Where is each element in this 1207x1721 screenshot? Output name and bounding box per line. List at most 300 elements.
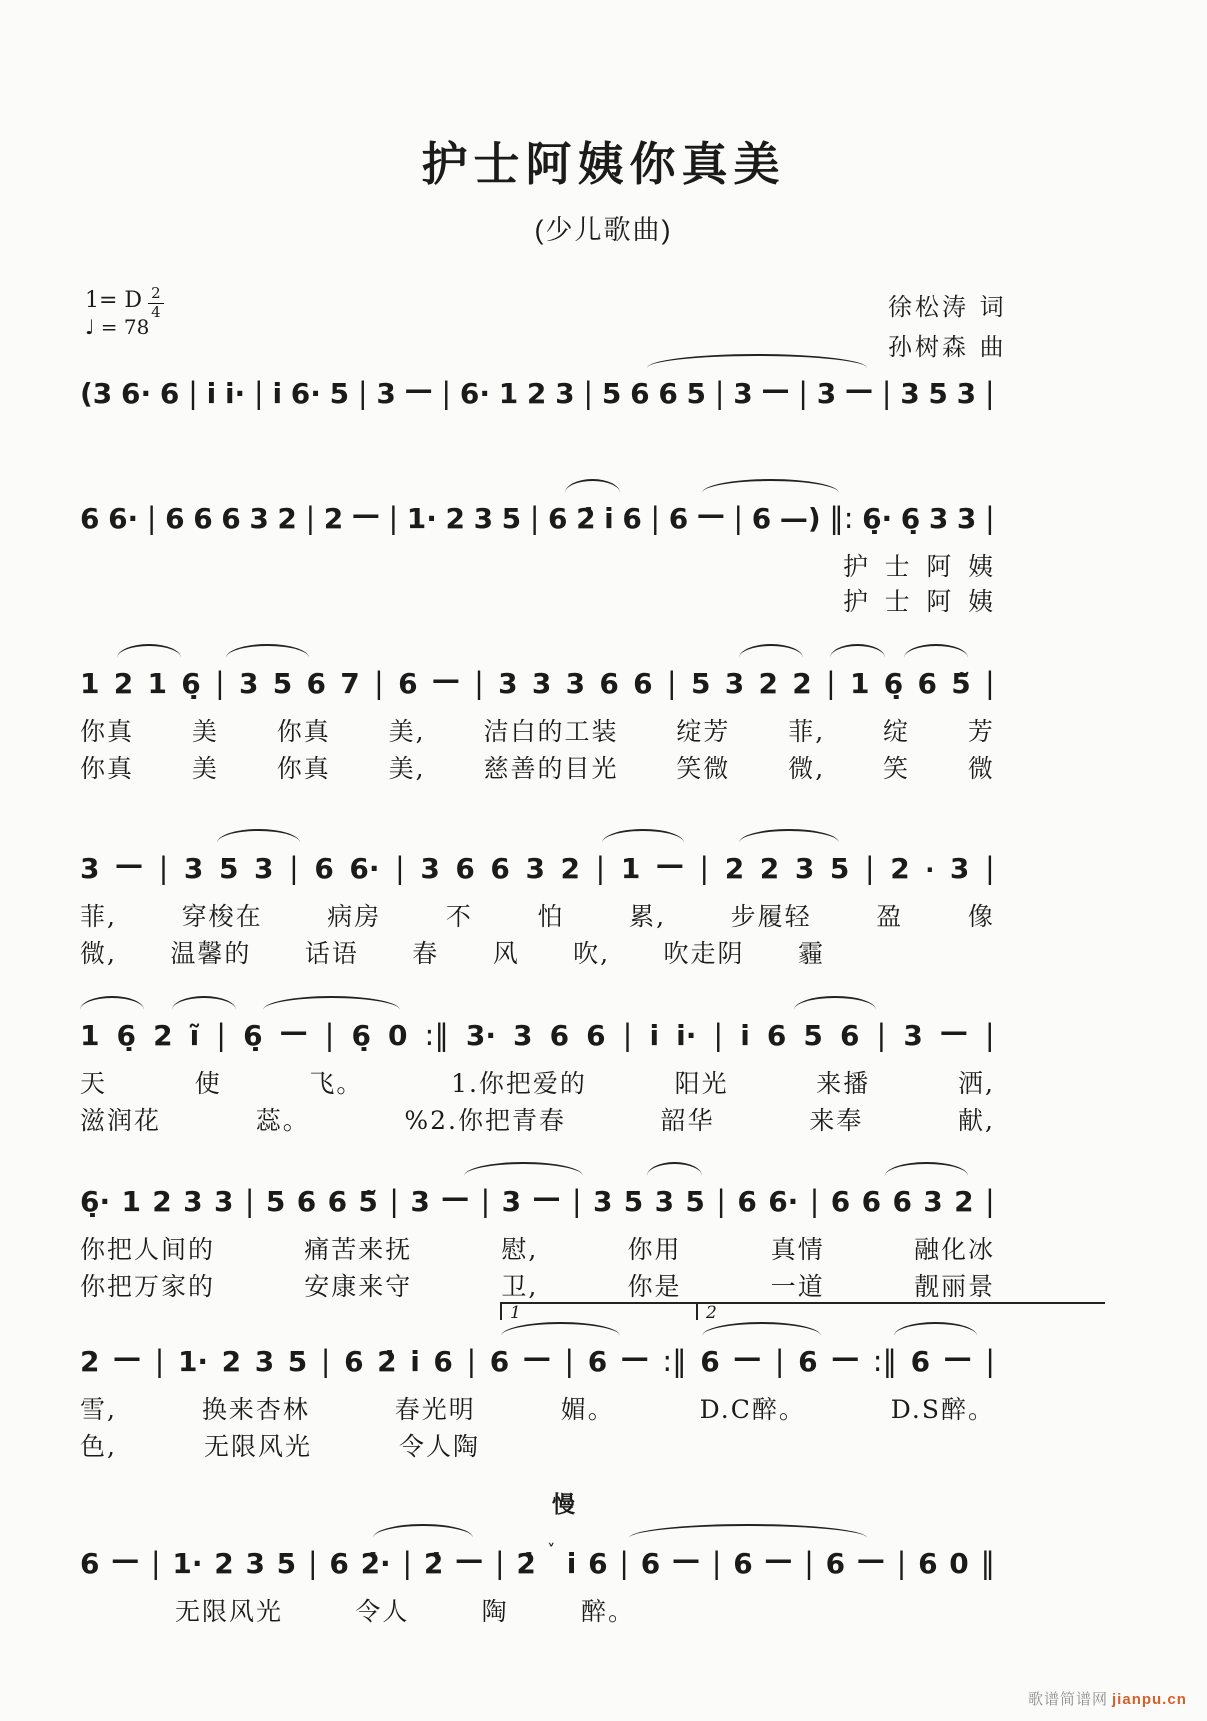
- lyrics-block: [80, 1230, 995, 1304]
- barline: |: [324, 1017, 335, 1052]
- notation-line: [80, 845, 995, 885]
- lyrics-block: [80, 712, 995, 786]
- lyric-syllable: 美,: [388, 717, 426, 746]
- barline: |: [305, 500, 316, 535]
- note: 6: [327, 1184, 348, 1218]
- note: 3: [245, 1546, 265, 1580]
- lyric-syllable: 使: [194, 1069, 222, 1098]
- dash-note: —: [761, 372, 790, 406]
- lyric-syllable: 笑微: [676, 754, 731, 783]
- slur-arc: [602, 829, 684, 843]
- note: 3: [816, 376, 837, 410]
- dash-note: —: [455, 1542, 484, 1576]
- note: 6: [306, 666, 327, 700]
- barline: |: [595, 850, 606, 885]
- note: 3: [80, 851, 100, 885]
- note: 2: [560, 851, 580, 885]
- note: 6: [455, 851, 475, 885]
- note: 6: [433, 1344, 453, 1378]
- dash-note: —: [279, 1014, 308, 1048]
- dash-note: —: [939, 1014, 968, 1048]
- note: 1·: [406, 501, 437, 535]
- lyric-line: [80, 1390, 995, 1427]
- note: 3: [928, 501, 949, 535]
- barline: |: [713, 1017, 724, 1052]
- barline: ‖:: [829, 500, 854, 535]
- lyric-syllable: 风: [492, 939, 520, 968]
- note: 6̣: [181, 666, 201, 700]
- barline: |: [666, 665, 677, 700]
- note: 5: [218, 851, 239, 885]
- slur-arc: [830, 644, 885, 658]
- note: 6: [80, 501, 100, 535]
- note: 6: [640, 1546, 661, 1580]
- lyric-line: [843, 582, 995, 617]
- lyricist: 徐松涛 词: [888, 293, 1007, 321]
- lyric-syllable: 痛苦来抚: [304, 1235, 413, 1264]
- lyric-syllable: 来奉: [809, 1106, 864, 1135]
- lyric-syllable: 无限风光: [203, 1432, 312, 1461]
- lyric-syllable: 你真: [276, 717, 331, 746]
- lyric-syllable: 怕: [537, 902, 565, 931]
- lyric-line: [175, 1592, 635, 1629]
- note: i: [566, 1546, 577, 1580]
- slur-arc: [702, 1322, 821, 1336]
- note: 6·: [290, 376, 321, 410]
- lyric-syllable: 来播: [816, 1069, 871, 1098]
- dash-note: —: [113, 1340, 142, 1374]
- lyric-line: [843, 547, 995, 582]
- lyric-syllable: 色,: [80, 1432, 117, 1461]
- slur-arc: [464, 1162, 583, 1176]
- barline: |: [881, 375, 892, 410]
- lyric-syllable: 天: [80, 1069, 108, 1098]
- note: 1: [498, 376, 519, 410]
- lyric-line: [80, 1267, 995, 1304]
- barline: :‖: [424, 1017, 449, 1052]
- time-signature: [148, 286, 164, 321]
- slur-arc: [80, 996, 144, 1010]
- slur-arc: [217, 829, 299, 843]
- note: i: [649, 1018, 660, 1052]
- note: 3: [903, 1018, 923, 1052]
- lyric-syllable: 温馨的: [170, 939, 252, 968]
- slur-arc: [501, 1322, 620, 1336]
- note: i: [410, 1344, 420, 1378]
- note: 2: [758, 666, 778, 700]
- note: 6: [193, 501, 213, 535]
- note: 0: [949, 1546, 969, 1580]
- slur-arc: [739, 829, 840, 843]
- barline: |: [158, 850, 169, 885]
- lyric-syllable: %2.你把青春: [404, 1106, 566, 1135]
- note: i: [272, 376, 283, 410]
- note: 1·: [172, 1546, 203, 1580]
- barline: ‖: [980, 1545, 995, 1580]
- notation-line: [80, 1338, 995, 1378]
- note: 5: [690, 666, 711, 700]
- note: 3: [531, 666, 552, 700]
- slur-arc: [894, 1322, 976, 1336]
- barline: :‖: [872, 1343, 898, 1378]
- note: 5: [685, 1184, 705, 1218]
- note: i·: [676, 1018, 697, 1052]
- lyric-line: [80, 1101, 995, 1138]
- lyric-syllable: 真情: [770, 1235, 825, 1264]
- barline: |: [985, 665, 995, 700]
- note: 6·: [121, 376, 152, 410]
- barline: |: [716, 1183, 727, 1218]
- note: 2: [221, 1344, 242, 1378]
- lyric-syllable: 阿: [926, 552, 954, 581]
- lyric-syllable: 吹,: [573, 939, 611, 968]
- barline: |: [896, 1545, 907, 1580]
- note: 6: [159, 376, 180, 410]
- note: 2: [890, 851, 910, 885]
- note: 2̇·: [360, 1546, 391, 1580]
- slur-arc: [565, 479, 620, 493]
- slur-arc: [702, 479, 839, 493]
- note: 3: [525, 851, 545, 885]
- note: 3: [410, 1184, 430, 1218]
- lyric-syllable: 慰,: [501, 1235, 539, 1264]
- barline: |: [154, 1343, 165, 1378]
- note: 1: [80, 1018, 100, 1052]
- note: 3: [254, 1344, 275, 1378]
- note: 2: [792, 666, 812, 700]
- barline: |: [289, 850, 299, 885]
- lyric-syllable: 美,: [388, 754, 426, 783]
- barline: |: [374, 665, 384, 700]
- barline: |: [984, 1183, 995, 1218]
- lyric-syllable: 春光明: [394, 1395, 476, 1424]
- note: 3: [794, 851, 815, 885]
- lyric-syllable: 吹走阴: [663, 939, 745, 968]
- note: 6: [549, 1018, 570, 1052]
- note: 3: [956, 376, 977, 410]
- notation-line: [80, 660, 995, 700]
- dash-note: —: [844, 372, 873, 406]
- barline: |: [809, 1183, 820, 1218]
- lyrics-block: [80, 547, 995, 617]
- lyric-syllable: 无限风光: [175, 1597, 284, 1626]
- watermark-url: jianpu.cn: [1112, 1691, 1187, 1708]
- barline: |: [494, 1545, 505, 1580]
- note: 6: [633, 666, 653, 700]
- note: 3: [949, 851, 970, 885]
- note: 5: [803, 1018, 823, 1052]
- lyrics-block: [80, 1592, 995, 1629]
- note: 3: [733, 376, 753, 410]
- note: 6: [751, 501, 772, 535]
- lyric-syllable: 你把人间的: [80, 1235, 216, 1264]
- volta-label: 1: [510, 1303, 521, 1323]
- barline: |: [389, 1183, 399, 1218]
- lyric-syllable: 霾: [797, 939, 825, 968]
- barline: |: [798, 375, 808, 410]
- music-system-1: [80, 370, 995, 422]
- note: 2: [113, 666, 134, 700]
- barline: |: [307, 1545, 318, 1580]
- note: 5: [287, 1344, 308, 1378]
- barline: |: [711, 1545, 722, 1580]
- barline: |: [188, 375, 198, 410]
- barline: |: [564, 1343, 575, 1378]
- dash-note: —: [431, 662, 460, 696]
- barline: |: [864, 850, 875, 885]
- slur-arc: [226, 644, 308, 658]
- lyric-syllable: 醉。: [580, 1597, 635, 1626]
- note: 6̣·: [80, 1184, 111, 1218]
- lyrics-block: [80, 897, 995, 971]
- note: 1: [620, 851, 641, 885]
- lyric-syllable: 1.你把爱的: [451, 1069, 587, 1098]
- note: 2: [153, 1018, 173, 1052]
- note: 3: [213, 1184, 234, 1218]
- lyric-syllable: 阿: [926, 587, 954, 616]
- note: 3: [183, 1184, 203, 1218]
- note: 6·: [108, 501, 139, 535]
- barline: |: [395, 850, 405, 885]
- note: 3: [555, 376, 575, 410]
- note: 6: [586, 1018, 606, 1052]
- note: 6: [830, 1184, 851, 1218]
- note: 6: [798, 1344, 818, 1378]
- note: 2: [277, 501, 297, 535]
- slur-arc: [263, 996, 400, 1010]
- note: 6: [296, 1184, 317, 1218]
- note: 3: [565, 666, 586, 700]
- note: 2̇: [576, 501, 596, 535]
- tempo-change-marking: 慢: [552, 1491, 575, 1517]
- barline: |: [699, 850, 710, 885]
- lyric-syllable: 微,: [80, 939, 117, 968]
- lyric-syllable: 盈: [876, 902, 904, 931]
- barline: |: [984, 500, 995, 535]
- dash-note: —: [351, 497, 380, 531]
- lyric-syllable: 穿梭在: [181, 902, 263, 931]
- dash-note: —: [404, 372, 433, 406]
- lyric-syllable: 护: [843, 587, 871, 616]
- tempo-marking: ♩ = 78: [85, 315, 150, 339]
- barline: |: [441, 375, 452, 410]
- note: 5: [272, 666, 293, 700]
- slur-arc: [172, 996, 236, 1010]
- note: 6: [221, 501, 241, 535]
- lyric-syllable: 芳: [967, 717, 995, 746]
- barline: |: [253, 375, 264, 410]
- lyric-syllable: 菲,: [80, 902, 117, 931]
- notation-line: [80, 370, 995, 410]
- barline: |: [984, 1017, 995, 1052]
- dash-note: —: [672, 1542, 700, 1576]
- lyric-line: [80, 1064, 995, 1101]
- meter-numerator: 2: [148, 286, 164, 304]
- barline: |: [733, 500, 744, 535]
- barline: |: [388, 500, 399, 535]
- note: i: [740, 1018, 750, 1052]
- note: 6̣: [116, 1018, 137, 1052]
- note: 2̇: [377, 1344, 397, 1378]
- lyric-line: [80, 897, 995, 934]
- notation-line: [80, 1540, 995, 1580]
- watermark-site: 歌谱简谱网: [1028, 1691, 1109, 1708]
- note: 6: [892, 1184, 912, 1218]
- note: 6: [861, 1184, 882, 1218]
- note: 2: [214, 1546, 234, 1580]
- lyric-syllable: 笑: [883, 754, 911, 783]
- barline: |: [216, 1017, 227, 1052]
- lyric-syllable: 洁白的工装: [483, 717, 619, 746]
- lyrics-block: [80, 1064, 995, 1138]
- barline: |: [320, 1343, 331, 1378]
- note: 3: [724, 666, 745, 700]
- note: 6: [165, 501, 185, 535]
- barline: |: [876, 1017, 887, 1052]
- notation-line: [80, 1178, 995, 1218]
- note: 3: [923, 1184, 943, 1218]
- note: 1: [147, 666, 167, 700]
- note: 1·: [177, 1344, 209, 1378]
- note: 6: [490, 851, 510, 885]
- music-system-4: [80, 845, 995, 971]
- lyric-line: [80, 934, 825, 971]
- note: 3: [420, 851, 440, 885]
- lyric-syllable: 滋润花: [80, 1106, 162, 1135]
- note: 1: [121, 1184, 141, 1218]
- barline: |: [583, 375, 594, 410]
- note: ˅: [547, 1541, 556, 1559]
- dash-note: —: [696, 497, 725, 531]
- note: 3: [592, 1184, 613, 1218]
- lyric-syllable: 士: [884, 552, 912, 581]
- lyric-syllable: 春: [412, 939, 440, 968]
- note: 6̣: [883, 666, 904, 700]
- barline: |: [984, 850, 995, 885]
- lyric-syllable: 令人: [355, 1597, 410, 1626]
- note: 6: [80, 1546, 100, 1580]
- song-title: 护士阿姨你真美: [421, 137, 786, 191]
- lyric-syllable: 献,: [958, 1106, 995, 1135]
- lyric-syllable: 慈善的目光: [483, 754, 619, 783]
- note: 6: [588, 1546, 608, 1580]
- note: 3·: [465, 1018, 496, 1052]
- lyric-syllable: 一道: [770, 1272, 825, 1301]
- note: 2: [152, 1184, 172, 1218]
- note: 7: [340, 666, 360, 700]
- lyric-line: [80, 1427, 480, 1464]
- barline: |: [985, 1343, 995, 1378]
- lyric-syllable: 飞。: [309, 1069, 364, 1098]
- note: 6·: [459, 376, 490, 410]
- song-subtitle: (少儿歌曲): [534, 215, 673, 245]
- note: 0: [388, 1018, 408, 1052]
- note: 6: [737, 1184, 757, 1218]
- slur-arc: [373, 1524, 474, 1538]
- lyric-line: [80, 712, 995, 749]
- note: 1: [850, 666, 870, 700]
- note: 6: [700, 1344, 720, 1378]
- note: 3: [473, 501, 494, 535]
- slur-arc: [647, 1162, 702, 1176]
- lyric-syllable: 不: [445, 902, 473, 931]
- slur-arc: [794, 996, 876, 1010]
- lyric-line: [80, 1230, 995, 1267]
- note: 5: [501, 501, 522, 535]
- note: 6: [668, 501, 689, 535]
- note: 3: [501, 1184, 522, 1218]
- dash-note: —: [943, 1340, 972, 1374]
- lyric-syllable: 蕊。: [255, 1106, 310, 1135]
- lyric-syllable: 绽芳: [676, 717, 731, 746]
- lyric-syllable: 你用: [627, 1235, 682, 1264]
- dash-note: —: [111, 1542, 140, 1576]
- note: 6: [917, 666, 937, 700]
- note: 3: [239, 666, 259, 700]
- note: (3: [80, 376, 113, 410]
- lyric-syllable: 绽: [883, 717, 911, 746]
- lyric-syllable: 护: [843, 552, 871, 581]
- credits: [888, 288, 1007, 367]
- note: 6̣·: [862, 501, 893, 535]
- music-system-2: [80, 495, 995, 617]
- note: 6: [766, 1018, 787, 1052]
- note: 3: [183, 851, 204, 885]
- note: 3: [253, 851, 274, 885]
- note: ĩ: [189, 1018, 200, 1052]
- note: 6: [548, 501, 568, 535]
- barline: |: [150, 1545, 161, 1580]
- note: 5: [276, 1546, 297, 1580]
- lyric-syllable: 你是: [627, 1272, 682, 1301]
- lyric-syllable: 安康来守: [304, 1272, 413, 1301]
- barline: |: [714, 375, 725, 410]
- note: 6: [398, 666, 418, 700]
- note: 6: [622, 501, 642, 535]
- note: 5: [329, 376, 350, 410]
- note: 6̣: [351, 1018, 371, 1052]
- watermark: [1028, 1688, 1187, 1709]
- note: 6: [344, 1344, 364, 1378]
- note: 2: [954, 1184, 974, 1218]
- ending-bracket-extension: [892, 1302, 1105, 1320]
- lyric-syllable: 像: [967, 902, 995, 931]
- note: 6: [658, 376, 678, 410]
- note: ·: [925, 856, 935, 885]
- lyric-syllable: 洒,: [957, 1069, 995, 1098]
- lyric-syllable: 阳光: [674, 1069, 729, 1098]
- note: 6: [489, 1344, 510, 1378]
- dash-note: —: [441, 1180, 470, 1214]
- note: 6·: [349, 851, 380, 885]
- note: 6: [839, 1018, 860, 1052]
- note: 3: [900, 376, 920, 410]
- note: —): [779, 501, 821, 535]
- lyric-syllable: 话语: [304, 939, 359, 968]
- lyric-syllable: 令人陶: [398, 1432, 480, 1461]
- barline: |: [402, 1545, 413, 1580]
- note: 3: [498, 666, 518, 700]
- note: 6: [733, 1546, 753, 1580]
- slur-arc: [904, 644, 968, 658]
- barline: |: [619, 1545, 630, 1580]
- note: 3: [654, 1184, 675, 1218]
- note: 6: [314, 851, 334, 885]
- note: 6: [825, 1546, 846, 1580]
- note: 5: [928, 376, 948, 410]
- music-system-3: [80, 660, 995, 786]
- barline: |: [474, 665, 484, 700]
